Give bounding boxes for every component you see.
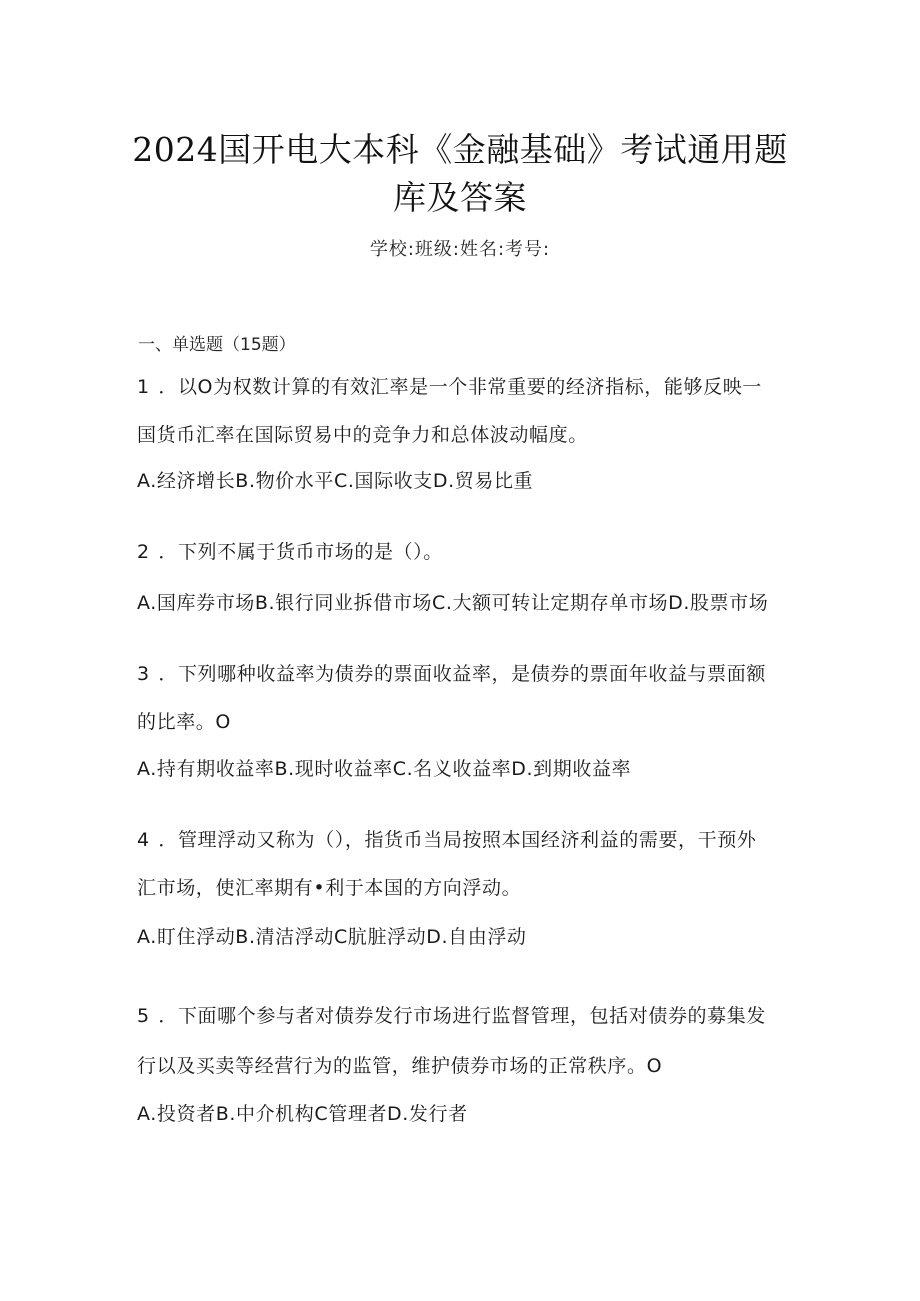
question-1-stem-text-1: ．以O为权数计算的有效汇率是一个非常重要的经济指标，能够反映一 xyxy=(158,376,762,398)
question-3-stem-line-2: 的比率。O xyxy=(137,711,231,733)
question-2-stem-text-1: ．下列不属于货币市场的是（）。 xyxy=(158,541,443,563)
question-5-options: A.投资者B.中介机构C管理者D.发行者 xyxy=(137,1103,468,1125)
question-4-number: 4 xyxy=(137,829,150,851)
question-3-options: A.持有期收益率B.现时收益率C.名义收益率D.到期收益率 xyxy=(137,758,632,780)
question-1-stem-line-2: 国货币汇率在国际贸易中的竞争力和总体波动幅度。 xyxy=(137,424,588,446)
question-3-number: 3 xyxy=(137,663,150,685)
question-4-stem-text-1: ．管理浮动又称为（），指货币当局按照本国经济利益的需要，干预外 xyxy=(158,829,757,851)
question-2-stem-line-1 xyxy=(137,540,443,564)
question-3-stem-line-1 xyxy=(137,662,766,686)
question-1-options: A.经济增长B.物价水平C.国际收支D.贸易比重 xyxy=(137,470,534,492)
question-4-stem-line-2: 汇市场，使汇率期有•利于本国的方向浮动。 xyxy=(137,877,522,899)
section-heading: 一、单选题（15题） xyxy=(138,335,296,355)
question-5-stem-line-2: 行以及买卖等经营行为的监管，维护债券市场的正常秩序。O xyxy=(137,1055,663,1077)
question-1-number: 1 xyxy=(137,376,150,398)
document-title-line-2: 库及答案 xyxy=(393,178,527,217)
question-1-stem-line-1 xyxy=(137,375,762,399)
question-5-stem-line-1 xyxy=(137,1004,766,1028)
question-4-stem-line-1 xyxy=(137,828,756,852)
question-2-options: A.国库券市场B.银行同业拆借市场C.大额可转让定期存单市场D.股票市场 xyxy=(137,592,769,614)
question-5-stem-text-1: ．下面哪个参与者对债券发行市场进行监督管理，包括对债券的募集发 xyxy=(158,1005,766,1027)
student-info-line: 学校:班级:姓名:考号: xyxy=(369,239,551,260)
question-5-number: 5 xyxy=(137,1005,150,1027)
question-3-stem-text-1: ．下列哪种收益率为债券的票面收益率，是债券的票面年收益与票面额 xyxy=(158,663,766,685)
document-title-line-1: 2024国开电大本科《金融基础》考试通用题 xyxy=(132,130,788,169)
question-4-options: A.盯住浮动B.清洁浮动C肮脏浮动D.自由浮动 xyxy=(137,926,527,948)
question-2-number: 2 xyxy=(137,541,150,563)
